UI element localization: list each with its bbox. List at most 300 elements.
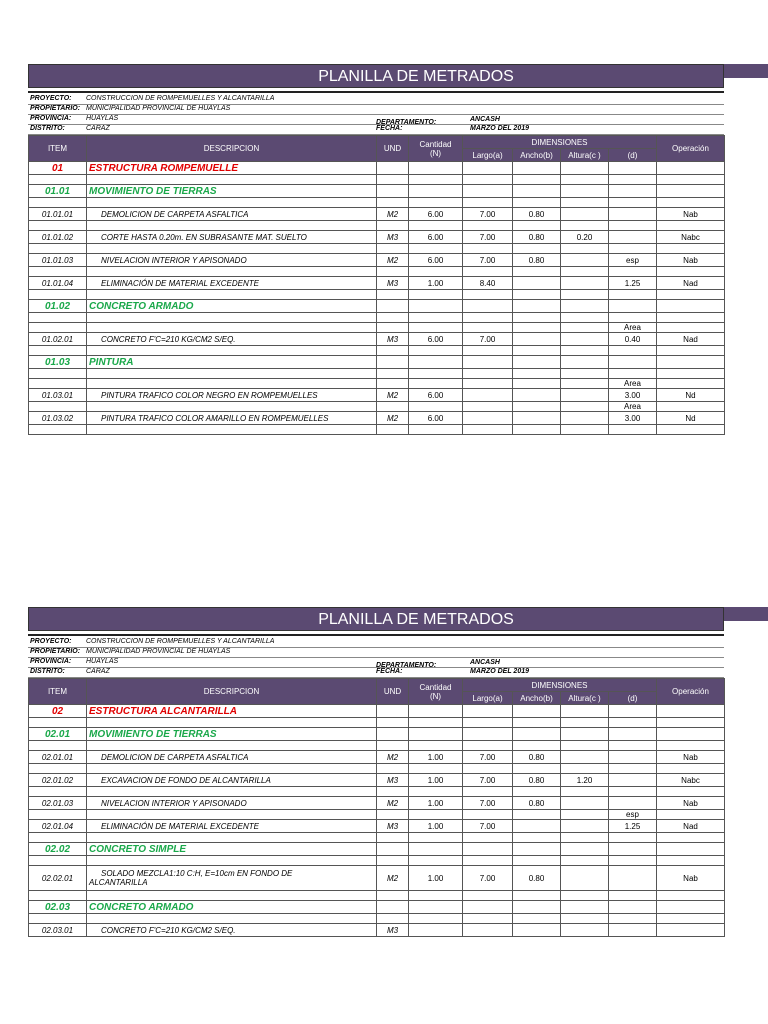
empty-cell: [409, 267, 463, 277]
table-row: [29, 914, 725, 924]
table-row: [29, 412, 725, 425]
item-ancho: [513, 412, 561, 425]
empty-cell: [561, 425, 609, 435]
empty-cell: [29, 914, 87, 924]
sheet-title: [28, 64, 724, 88]
empty-cell: [609, 300, 657, 313]
empty-cell: [409, 290, 463, 300]
header-cantidad: [409, 136, 463, 162]
empty-cell: [561, 267, 609, 277]
empty-cell: [29, 313, 87, 323]
empty-cell: [513, 901, 561, 914]
empty-cell: [29, 244, 87, 254]
table-row: [29, 267, 725, 277]
item-code: 02.01.01: [29, 751, 87, 764]
empty-cell: [377, 379, 409, 389]
item-operacion: Nad: [657, 277, 725, 290]
empty-cell: [463, 369, 513, 379]
empty-cell: [561, 833, 609, 843]
table-row: [29, 741, 725, 751]
empty-cell: [561, 313, 609, 323]
item-cantidad: 6.00: [409, 389, 463, 402]
empty-cell: [29, 833, 87, 843]
title-tab-decoration: [724, 607, 768, 621]
empty-cell: [29, 175, 87, 185]
info-label: DEPARTAMENTO:: [376, 662, 437, 669]
empty-cell: [463, 323, 513, 333]
info-row: [28, 668, 724, 678]
empty-cell: [409, 914, 463, 924]
empty-cell: [463, 914, 513, 924]
sheet-title-text: PLANILLA DE METRADOS: [318, 68, 514, 85]
empty-cell: [657, 728, 725, 741]
empty-cell: [657, 833, 725, 843]
section-code: 02.03: [29, 901, 87, 914]
item-largo: 7.00: [463, 820, 513, 833]
header-ancho: Ancho(b): [513, 692, 561, 705]
empty-cell: [463, 764, 513, 774]
empty-cell: [561, 221, 609, 231]
item-unit: M3: [377, 277, 409, 290]
empty-cell: [657, 402, 725, 412]
empty-cell: [29, 267, 87, 277]
item-code: 01.01.04: [29, 277, 87, 290]
empty-cell: [463, 833, 513, 843]
cell-d: [609, 369, 657, 379]
empty-cell: [463, 856, 513, 866]
table-row: [29, 728, 725, 741]
table-row: [29, 797, 725, 810]
table-row: [29, 346, 725, 356]
empty-cell: [463, 379, 513, 389]
empty-cell: [87, 175, 377, 185]
empty-cell: [609, 356, 657, 369]
item-cantidad: 1.00: [409, 797, 463, 810]
empty-cell: [377, 198, 409, 208]
item-altura: [561, 751, 609, 764]
empty-cell: [561, 379, 609, 389]
empty-cell: [87, 379, 377, 389]
item-altura: [561, 866, 609, 891]
empty-cell: [463, 300, 513, 313]
empty-cell: [409, 425, 463, 435]
empty-cell: [87, 313, 377, 323]
item-d: esp: [609, 254, 657, 267]
empty-cell: [561, 346, 609, 356]
empty-cell: [463, 402, 513, 412]
empty-cell: [377, 891, 409, 901]
empty-cell: [657, 718, 725, 728]
cell-d: [609, 346, 657, 356]
item-description: EXCAVACION DE FONDO DE ALCANTARILLA: [87, 774, 377, 787]
cell-d: Area: [609, 323, 657, 333]
table-row: [29, 810, 725, 820]
empty-cell: [561, 764, 609, 774]
section-title: ESTRUCTURA ALCANTARILLA: [87, 705, 377, 718]
empty-cell: [561, 891, 609, 901]
info-value: CONSTRUCCION DE ROMPEMUELLES Y ALCANTARILLA: [86, 638, 275, 645]
empty-cell: [29, 346, 87, 356]
empty-cell: [377, 369, 409, 379]
item-d: [609, 208, 657, 221]
empty-cell: [87, 244, 377, 254]
empty-cell: [377, 901, 409, 914]
section-title: CONCRETO SIMPLE: [87, 843, 377, 856]
item-cantidad: 1.00: [409, 774, 463, 787]
item-operacion: Nabc: [657, 774, 725, 787]
empty-cell: [29, 323, 87, 333]
empty-cell: [463, 705, 513, 718]
empty-cell: [463, 221, 513, 231]
empty-cell: [609, 705, 657, 718]
item-operacion: Nab: [657, 797, 725, 810]
info-value: CARAZ: [86, 125, 110, 132]
empty-cell: [377, 313, 409, 323]
info-value: CONSTRUCCION DE ROMPEMUELLES Y ALCANTARILLA: [86, 95, 275, 102]
info-value: CARAZ: [86, 668, 110, 675]
table-row: [29, 751, 725, 764]
item-altura: [561, 412, 609, 425]
table-row: [29, 705, 725, 718]
item-altura: [561, 254, 609, 267]
table-row: [29, 924, 725, 937]
empty-cell: [513, 356, 561, 369]
table-row: [29, 764, 725, 774]
item-altura: 1.20: [561, 774, 609, 787]
item-largo: 7.00: [463, 254, 513, 267]
header-operacion: Operación: [657, 136, 725, 162]
empty-cell: [409, 764, 463, 774]
item-largo: 7.00: [463, 208, 513, 221]
header-altura: Altura(c ): [561, 692, 609, 705]
item-code: 01.01.02: [29, 231, 87, 244]
info-label: FECHA:: [376, 125, 403, 132]
empty-cell: [409, 162, 463, 175]
table-row: [29, 787, 725, 797]
empty-cell: [657, 810, 725, 820]
empty-cell: [513, 718, 561, 728]
empty-cell: [409, 833, 463, 843]
item-ancho: [513, 924, 561, 937]
empty-cell: [87, 856, 377, 866]
empty-cell: [609, 185, 657, 198]
empty-cell: [29, 221, 87, 231]
table-row: [29, 185, 725, 198]
empty-cell: [409, 402, 463, 412]
empty-cell: [561, 300, 609, 313]
empty-cell: [463, 244, 513, 254]
item-cantidad: 6.00: [409, 254, 463, 267]
empty-cell: [409, 221, 463, 231]
empty-cell: [561, 901, 609, 914]
metrados-table: [28, 678, 725, 937]
empty-cell: [409, 244, 463, 254]
empty-cell: [29, 891, 87, 901]
info-value: ANCASH: [470, 659, 500, 666]
empty-cell: [561, 175, 609, 185]
cell-d: [609, 891, 657, 901]
empty-cell: [29, 718, 87, 728]
header-cantidad-unit: (N): [429, 691, 442, 701]
item-code: 01.01.03: [29, 254, 87, 267]
cell-d: esp: [609, 810, 657, 820]
empty-cell: [513, 162, 561, 175]
item-altura: [561, 389, 609, 402]
info-label: PROYECTO:: [30, 95, 72, 102]
section-code: 02.01: [29, 728, 87, 741]
empty-cell: [463, 787, 513, 797]
item-operacion: Nd: [657, 389, 725, 402]
empty-cell: [513, 369, 561, 379]
table-row: [29, 379, 725, 389]
cell-d: [609, 718, 657, 728]
empty-cell: [657, 267, 725, 277]
empty-cell: [377, 162, 409, 175]
item-d: [609, 231, 657, 244]
header-item: ITEM: [29, 679, 87, 705]
empty-cell: [87, 810, 377, 820]
section-code: 02.02: [29, 843, 87, 856]
item-description: [87, 866, 377, 891]
table-row: [29, 198, 725, 208]
info-row: [28, 658, 724, 668]
empty-cell: [409, 741, 463, 751]
empty-cell: [87, 833, 377, 843]
table-row: [29, 162, 725, 175]
item-code: 01.03.02: [29, 412, 87, 425]
empty-cell: [463, 162, 513, 175]
empty-cell: [87, 402, 377, 412]
empty-cell: [409, 300, 463, 313]
empty-cell: [29, 198, 87, 208]
empty-cell: [609, 901, 657, 914]
empty-cell: [463, 718, 513, 728]
section-code: 01.01: [29, 185, 87, 198]
item-d: [609, 866, 657, 891]
item-largo: 7.00: [463, 231, 513, 244]
item-cantidad: [409, 924, 463, 937]
item-largo: 8.40: [463, 277, 513, 290]
empty-cell: [463, 356, 513, 369]
empty-cell: [377, 705, 409, 718]
empty-cell: [87, 221, 377, 231]
empty-cell: [29, 856, 87, 866]
info-label: DISTRITO:: [30, 668, 65, 675]
item-code: 02.03.01: [29, 924, 87, 937]
item-ancho: 0.80: [513, 254, 561, 267]
cell-d: [609, 833, 657, 843]
cell-d: [609, 244, 657, 254]
item-unit: M3: [377, 924, 409, 937]
empty-cell: [87, 914, 377, 924]
empty-cell: [409, 728, 463, 741]
empty-cell: [513, 856, 561, 866]
empty-cell: [513, 379, 561, 389]
item-code: 02.01.03: [29, 797, 87, 810]
item-code: 02.01.04: [29, 820, 87, 833]
empty-cell: [513, 185, 561, 198]
item-operacion: Nab: [657, 208, 725, 221]
table-row: [29, 820, 725, 833]
item-cantidad: 1.00: [409, 751, 463, 764]
empty-cell: [409, 175, 463, 185]
empty-cell: [657, 185, 725, 198]
empty-cell: [513, 810, 561, 820]
empty-cell: [29, 379, 87, 389]
section-title: PINTURA: [87, 356, 377, 369]
cell-d: [609, 198, 657, 208]
item-description: CONCRETO F'C=210 KG/CM2 S/EQ.: [87, 333, 377, 346]
empty-cell: [561, 244, 609, 254]
empty-cell: [87, 369, 377, 379]
empty-cell: [657, 369, 725, 379]
section-code: 01.03: [29, 356, 87, 369]
item-description: ELIMINACIÓN DE MATERIAL EXCEDENTE: [87, 820, 377, 833]
empty-cell: [513, 843, 561, 856]
info-value: HUAYLAS: [86, 115, 119, 122]
empty-cell: [377, 728, 409, 741]
cell-d: [609, 221, 657, 231]
title-tab-decoration: [724, 64, 768, 78]
empty-cell: [377, 914, 409, 924]
empty-cell: [409, 346, 463, 356]
item-d: [609, 797, 657, 810]
empty-cell: [561, 787, 609, 797]
empty-cell: [409, 856, 463, 866]
empty-cell: [513, 728, 561, 741]
empty-cell: [513, 346, 561, 356]
empty-cell: [463, 425, 513, 435]
project-info: [28, 91, 724, 135]
header-und: UND: [377, 679, 409, 705]
empty-cell: [513, 290, 561, 300]
empty-cell: [409, 843, 463, 856]
empty-cell: [87, 741, 377, 751]
header-item: ITEM: [29, 136, 87, 162]
item-operacion: Nad: [657, 333, 725, 346]
item-d: 1.25: [609, 277, 657, 290]
item-ancho: [513, 820, 561, 833]
table-row: [29, 254, 725, 267]
empty-cell: [561, 369, 609, 379]
item-largo: 7.00: [463, 866, 513, 891]
empty-cell: [377, 300, 409, 313]
header-d: (d): [609, 692, 657, 705]
empty-cell: [377, 402, 409, 412]
empty-cell: [409, 810, 463, 820]
info-value: ANCASH: [470, 116, 500, 123]
item-description: ELIMINACIÓN DE MATERIAL EXCEDENTE: [87, 277, 377, 290]
empty-cell: [561, 856, 609, 866]
empty-cell: [513, 313, 561, 323]
empty-cell: [463, 313, 513, 323]
item-d: 3.00: [609, 412, 657, 425]
item-unit: M3: [377, 231, 409, 244]
section-title: ESTRUCTURA ROMPEMUELLE: [87, 162, 377, 175]
empty-cell: [513, 705, 561, 718]
empty-cell: [409, 891, 463, 901]
table-row: [29, 244, 725, 254]
empty-cell: [377, 741, 409, 751]
item-unit: M2: [377, 254, 409, 267]
empty-cell: [513, 402, 561, 412]
empty-cell: [561, 914, 609, 924]
item-ancho: 0.80: [513, 231, 561, 244]
empty-cell: [377, 267, 409, 277]
empty-cell: [29, 290, 87, 300]
empty-cell: [29, 810, 87, 820]
item-altura: [561, 208, 609, 221]
item-d: 0.40: [609, 333, 657, 346]
item-description: DEMOLICION DE CARPETA ASFALTICA: [87, 208, 377, 221]
table-row: [29, 208, 725, 221]
empty-cell: [463, 175, 513, 185]
empty-cell: [377, 290, 409, 300]
empty-cell: [561, 323, 609, 333]
header-cantidad-unit: (N): [429, 148, 442, 158]
empty-cell: [513, 425, 561, 435]
empty-cell: [377, 764, 409, 774]
empty-cell: [561, 185, 609, 198]
cell-d: [609, 741, 657, 751]
empty-cell: [409, 185, 463, 198]
item-unit: M2: [377, 412, 409, 425]
empty-cell: [657, 346, 725, 356]
table-row: [29, 774, 725, 787]
empty-cell: [513, 221, 561, 231]
item-description: PINTURA TRAFICO COLOR AMARILLO EN ROMPEMUELLES: [87, 412, 377, 425]
table-row: [29, 843, 725, 856]
table-row: [29, 277, 725, 290]
item-description-line: SOLADO MEZCLA1:10 C:H, E=10cm EN FONDO DE: [101, 869, 293, 878]
item-d: [609, 924, 657, 937]
table-row: [29, 221, 725, 231]
header-ancho: Ancho(b): [513, 149, 561, 162]
item-operacion: Nd: [657, 412, 725, 425]
empty-cell: [657, 843, 725, 856]
item-ancho: 0.80: [513, 774, 561, 787]
empty-cell: [513, 300, 561, 313]
table-row: [29, 891, 725, 901]
empty-cell: [561, 810, 609, 820]
header-descripcion: DESCRIPCION: [87, 136, 377, 162]
metrados-sheet: [28, 64, 724, 435]
table-row: [29, 231, 725, 244]
empty-cell: [657, 290, 725, 300]
empty-cell: [377, 787, 409, 797]
empty-cell: [87, 323, 377, 333]
item-description-line: ALCANTARILLA: [89, 878, 148, 887]
empty-cell: [87, 718, 377, 728]
empty-cell: [377, 843, 409, 856]
section-title: MOVIMIENTO DE TIERRAS: [87, 185, 377, 198]
section-code: 01: [29, 162, 87, 175]
info-label: DISTRITO:: [30, 125, 65, 132]
header-d: (d): [609, 149, 657, 162]
item-altura: [561, 277, 609, 290]
section-title: MOVIMIENTO DE TIERRAS: [87, 728, 377, 741]
item-operacion: [657, 924, 725, 937]
table-row: [29, 290, 725, 300]
info-value: HUAYLAS: [86, 658, 119, 665]
header-largo: Largo(a): [463, 149, 513, 162]
sheet-title-text: PLANILLA DE METRADOS: [318, 611, 514, 628]
empty-cell: [377, 346, 409, 356]
section-code: 01.02: [29, 300, 87, 313]
info-row: [28, 648, 724, 658]
empty-cell: [561, 198, 609, 208]
item-ancho: 0.80: [513, 866, 561, 891]
